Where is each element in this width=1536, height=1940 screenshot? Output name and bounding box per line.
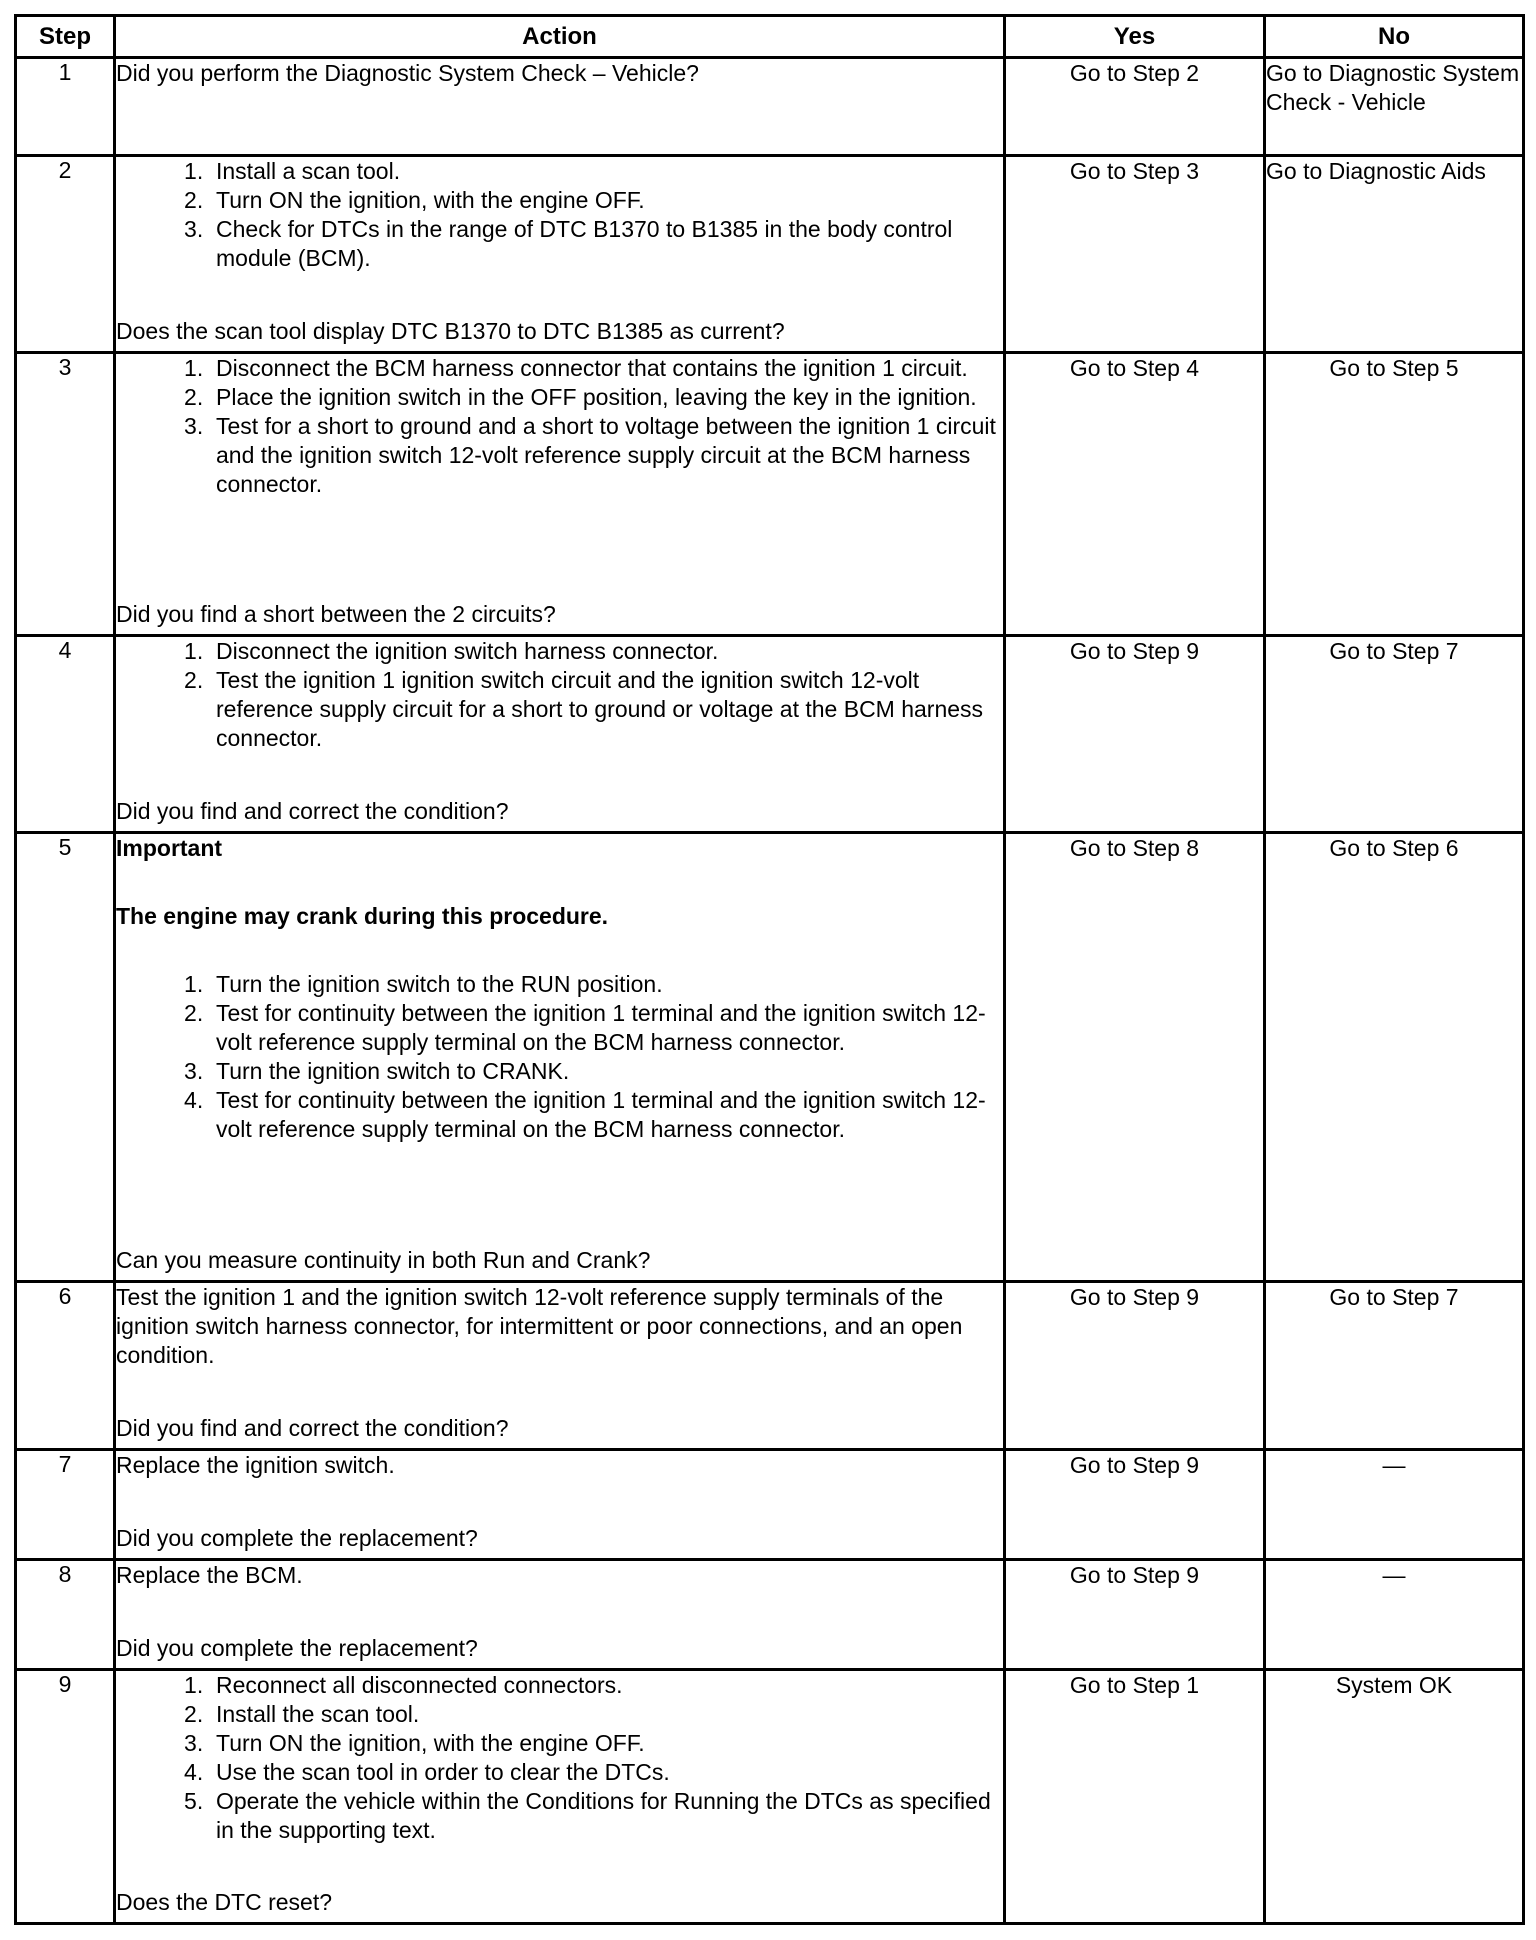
list-item: 1. Disconnect the BCM harness connector that contains the ignition 1 circuit.: [216, 354, 1003, 383]
step-number: 4: [16, 636, 115, 833]
question-text: Does the DTC reset?: [116, 1889, 333, 1915]
list-item: 3. Check for DTCs in the range of DTC B1370 to B1385 in the body control module (BCM).: [216, 215, 1003, 273]
question-text: Did you find and correct the condition?: [116, 798, 509, 824]
list-item: 2. Test for continuity between the ignition 1 terminal and the ignition switch 12-volt reference supply terminal on the BCM harness connector.: [216, 999, 1003, 1057]
table-row: [16, 58, 1524, 156]
table-row: [16, 1670, 1524, 1924]
list-item: 3. Turn the ignition switch to CRANK.: [216, 1057, 1003, 1086]
step-number: 3: [16, 353, 115, 636]
instruction-list: [116, 354, 1003, 499]
no-result: —: [1265, 1450, 1524, 1560]
instruction-list: [116, 1671, 1003, 1845]
question-text: Does the scan tool display DTC B1370 to DTC B1385 as current?: [116, 318, 785, 344]
table-row: [16, 1450, 1524, 1560]
list-item: 1. Install a scan tool.: [216, 157, 1003, 186]
action-cell: [115, 1560, 1005, 1670]
table-row: [16, 353, 1524, 636]
action-cell: [115, 58, 1005, 156]
yes-result: Go to Step 1: [1005, 1670, 1265, 1924]
yes-result: Go to Step 8: [1005, 833, 1265, 1282]
list-item: 1. Disconnect the ignition switch harness connector.: [216, 637, 1003, 666]
table-row: [16, 833, 1524, 1282]
list-item: 2. Turn ON the ignition, with the engine OFF.: [216, 186, 1003, 215]
action-text: Replace the ignition switch.: [116, 1452, 395, 1478]
list-item: 3. Test for a short to ground and a short to voltage between the ignition 1 circuit and the ignition switch 12-volt reference supply circuit at the BCM harness connector.: [216, 412, 1003, 499]
yes-result: Go to Step 9: [1005, 1282, 1265, 1450]
yes-result: Go to Step 9: [1005, 1450, 1265, 1560]
step-number: 5: [16, 833, 115, 1282]
table-row: [16, 1560, 1524, 1670]
no-result: System OK: [1265, 1670, 1524, 1924]
question-text: Did you complete the replacement?: [116, 1525, 478, 1551]
no-result: Go to Step 6: [1265, 833, 1524, 1282]
question-text: Did you find and correct the condition?: [116, 1415, 509, 1441]
step-number: 9: [16, 1670, 115, 1924]
step-number: 2: [16, 156, 115, 353]
list-item: 3. Turn ON the ignition, with the engine OFF.: [216, 1729, 1003, 1758]
diagnostic-table: [14, 14, 1525, 1925]
action-cell: [115, 1450, 1005, 1560]
yes-result: Go to Step 9: [1005, 636, 1265, 833]
header-no: No: [1265, 16, 1524, 58]
step-number: 1: [16, 58, 115, 156]
action-text: Did you perform the Diagnostic System Check – Vehicle?: [116, 60, 699, 86]
action-cell: [115, 1670, 1005, 1924]
action-cell: [115, 636, 1005, 833]
list-item: 2. Place the ignition switch in the OFF position, leaving the key in the ignition.: [216, 383, 1003, 412]
question-text: Can you measure continuity in both Run and Crank?: [116, 1247, 651, 1273]
step-number: 7: [16, 1450, 115, 1560]
yes-result: Go to Step 3: [1005, 156, 1265, 353]
action-cell: [115, 833, 1005, 1282]
yes-result: Go to Step 9: [1005, 1560, 1265, 1670]
instruction-list: [116, 637, 1003, 753]
yes-result: Go to Step 2: [1005, 58, 1265, 156]
question-text: Did you complete the replacement?: [116, 1635, 478, 1661]
action-cell: [115, 1282, 1005, 1450]
important-note: The engine may crank during this procedure.: [116, 903, 609, 929]
instruction-list: [116, 970, 1003, 1144]
no-result: —: [1265, 1560, 1524, 1670]
table-row: [16, 636, 1524, 833]
instruction-list: [116, 157, 1003, 273]
header-yes: Yes: [1005, 16, 1265, 58]
list-item: 1. Reconnect all disconnected connectors.: [216, 1671, 1003, 1700]
action-text: Test the ignition 1 and the ignition switch 12-volt reference supply terminals of the ignition switch harness connector, for intermittent or poor connections, and an open condition.: [116, 1284, 963, 1368]
yes-result: Go to Step 4: [1005, 353, 1265, 636]
list-item: 5. Operate the vehicle within the Conditions for Running the DTCs as specified in the supporting text.: [216, 1787, 1003, 1845]
list-item: 2. Test the ignition 1 ignition switch circuit and the ignition switch 12-volt reference supply circuit for a short to ground or voltage at the BCM harness connector.: [216, 666, 1003, 753]
header-row: [16, 16, 1524, 58]
list-item: 4. Test for continuity between the ignition 1 terminal and the ignition switch 12-volt reference supply terminal on the BCM harness connector.: [216, 1086, 1003, 1144]
no-result: Go to Diagnostic Aids: [1265, 156, 1524, 353]
no-result: Go to Step 7: [1265, 1282, 1524, 1450]
action-cell: [115, 353, 1005, 636]
header-action: Action: [115, 16, 1005, 58]
list-item: 2. Install the scan tool.: [216, 1700, 1003, 1729]
action-cell: [115, 156, 1005, 353]
step-number: 8: [16, 1560, 115, 1670]
no-result: Go to Step 5: [1265, 353, 1524, 636]
table-row: [16, 156, 1524, 353]
step-number: 6: [16, 1282, 115, 1450]
table-row: [16, 1282, 1524, 1450]
no-result: Go to Diagnostic System Check - Vehicle: [1265, 58, 1524, 156]
question-text: Did you find a short between the 2 circuits?: [116, 601, 556, 627]
no-result: Go to Step 7: [1265, 636, 1524, 833]
important-label: Important: [116, 835, 223, 861]
action-text: Replace the BCM.: [116, 1562, 303, 1588]
list-item: 4. Use the scan tool in order to clear the DTCs.: [216, 1758, 1003, 1787]
list-item: 1. Turn the ignition switch to the RUN position.: [216, 970, 1003, 999]
header-step: Step: [16, 16, 115, 58]
